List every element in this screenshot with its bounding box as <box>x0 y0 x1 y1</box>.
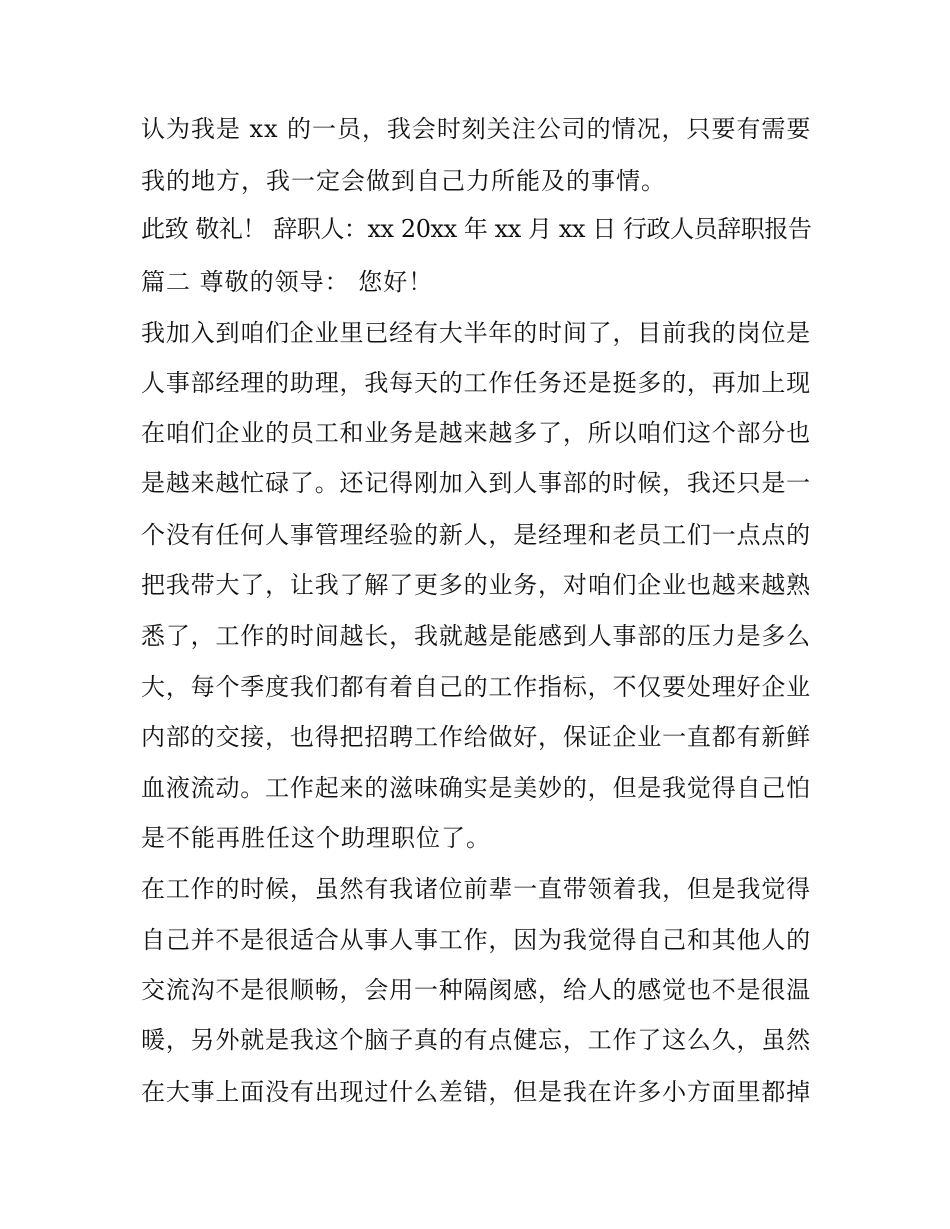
text-line: 自己并不是很适合从事人事工作，因为我觉得自己和其他人的 <box>141 926 811 954</box>
text-line: 我的地方，我一定会做到自己力所能及的事情。 <box>141 167 666 195</box>
text-line: 内部的交接，也得把招聘工作给做好，保证企业一直都有新鲜 <box>141 723 811 751</box>
text-line: 人事部经理的助理，我每天的工作任务还是挺多的，再加上现 <box>141 369 811 397</box>
text-line: 暖，另外就是我这个脑子真的有点健忘，工作了这么久，虽然 <box>141 1026 811 1054</box>
text-line: 在工作的时候，虽然有我诸位前辈一直带领着我，但是我觉得 <box>141 875 811 903</box>
text-line: 认为我是 xx 的一员，我会时刻关注公司的情况，只要有需要 <box>141 115 812 143</box>
text-line: 把我带大了，让我了解了更多的业务，对咱们企业也越来越熟 <box>141 571 811 599</box>
text-line: 在咱们企业的员工和业务是越来越多了，所以咱们这个部分也 <box>141 419 811 447</box>
text-line: 在大事上面没有出现过什么差错，但是我在许多小方面里都掉 <box>141 1078 811 1106</box>
text-line: 此致 敬礼！ 辞职人：xx 20xx 年 xx 月 xx 日 行政人员辞职报告 <box>141 215 812 243</box>
text-line: 篇二 尊敬的领导： 您好！ <box>141 268 434 296</box>
text-line: 大，每个季度我们都有着自己的工作指标，不仅要处理好企业 <box>141 673 811 701</box>
text-line: 交流沟不是很顺畅，会用一种隔阂感，给人的感觉也不是很温 <box>141 976 811 1004</box>
text-line: 我加入到咱们企业里已经有大半年的时间了，目前我的岗位是 <box>141 319 811 347</box>
text-line: 是越来越忙碌了。还记得刚加入到人事部的时候，我还只是一 <box>141 469 811 497</box>
text-line: 悉了，工作的时间越长，我就越是能感到人事部的压力是多么 <box>141 622 811 650</box>
text-line: 血液流动。工作起来的滋味确实是美妙的，但是我觉得自己怕 <box>141 774 811 802</box>
text-line: 是不能再胜任这个助理职位了。 <box>141 824 491 852</box>
text-line: 个没有任何人事管理经验的新人，是经理和老员工们一点点的 <box>141 521 811 549</box>
